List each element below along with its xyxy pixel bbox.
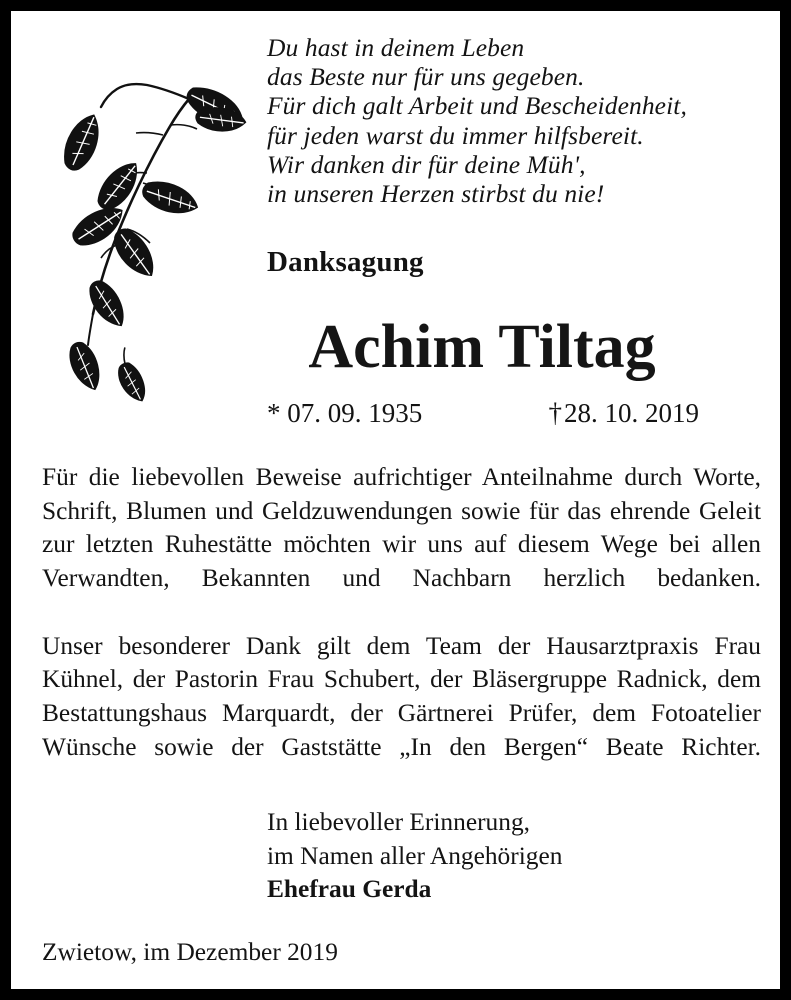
closing-line-2: im Namen aller Angehörigen	[267, 841, 563, 870]
thank-you-body	[42, 461, 761, 798]
poem-line-6: in unseren Herzen stirbst du nie!	[267, 179, 605, 209]
poem-line-4: für jeden warst du immer hilfsbereit.	[267, 120, 644, 150]
branch-with-leaves-icon	[43, 33, 248, 408]
dagger-icon: †	[548, 398, 562, 428]
life-dates	[267, 397, 699, 429]
birth-symbol: *	[267, 398, 281, 428]
closing-block	[267, 806, 562, 907]
memorial-poem	[267, 33, 767, 208]
body-paragraph-1: Für die liebevollen Beweise aufrichtiger Anteilnahme durch Worte, Schrift, Blumen und Geldzuwendungen sowie für das ehrende Geleit zur letzten Ruhestätte möchten wir uns auf diesem Wege bei allen Verwandten, Bekannten und Nachbarn herzlich bedanken.	[42, 463, 761, 593]
closing-line-1: In liebevoller Erinnerung,	[267, 808, 530, 836]
birth-date-group	[267, 397, 422, 429]
danksagung-heading: Danksagung	[267, 246, 424, 278]
deceased-name: Achim Tiltag	[308, 313, 656, 381]
poem-line-5: Wir danken dir für deine Müh',	[267, 149, 586, 179]
falling-leaf-icon	[109, 346, 150, 406]
death-date-group	[549, 397, 700, 429]
obituary-card	[11, 11, 780, 989]
body-paragraph-2: Unser besonderer Dank gilt dem Team der Hausarztpraxis Frau Kühnel, der Pastorin Frau Schubert, der Bläsergruppe Radnick, dem Bestattungshaus Marquardt, der Gärtnerei Prüfer, dem Fotoatelier Wünsche sowie der Gaststätte „In den Bergen“ Beate Richter.	[42, 631, 761, 761]
poem-line-1: Du hast in deinem Leben	[267, 33, 525, 62]
birth-date: 07. 09. 1935	[287, 398, 423, 428]
poem-line-2: das Beste nur für uns gegeben.	[267, 62, 585, 92]
poem-line-3: Für dich galt Arbeit und Bescheidenheit,	[267, 91, 687, 121]
signature-name: Ehefrau Gerda	[267, 875, 432, 904]
death-date: 28. 10. 2019	[564, 398, 699, 428]
place-and-date: Zwietow, im Dezember 2019	[42, 938, 338, 966]
